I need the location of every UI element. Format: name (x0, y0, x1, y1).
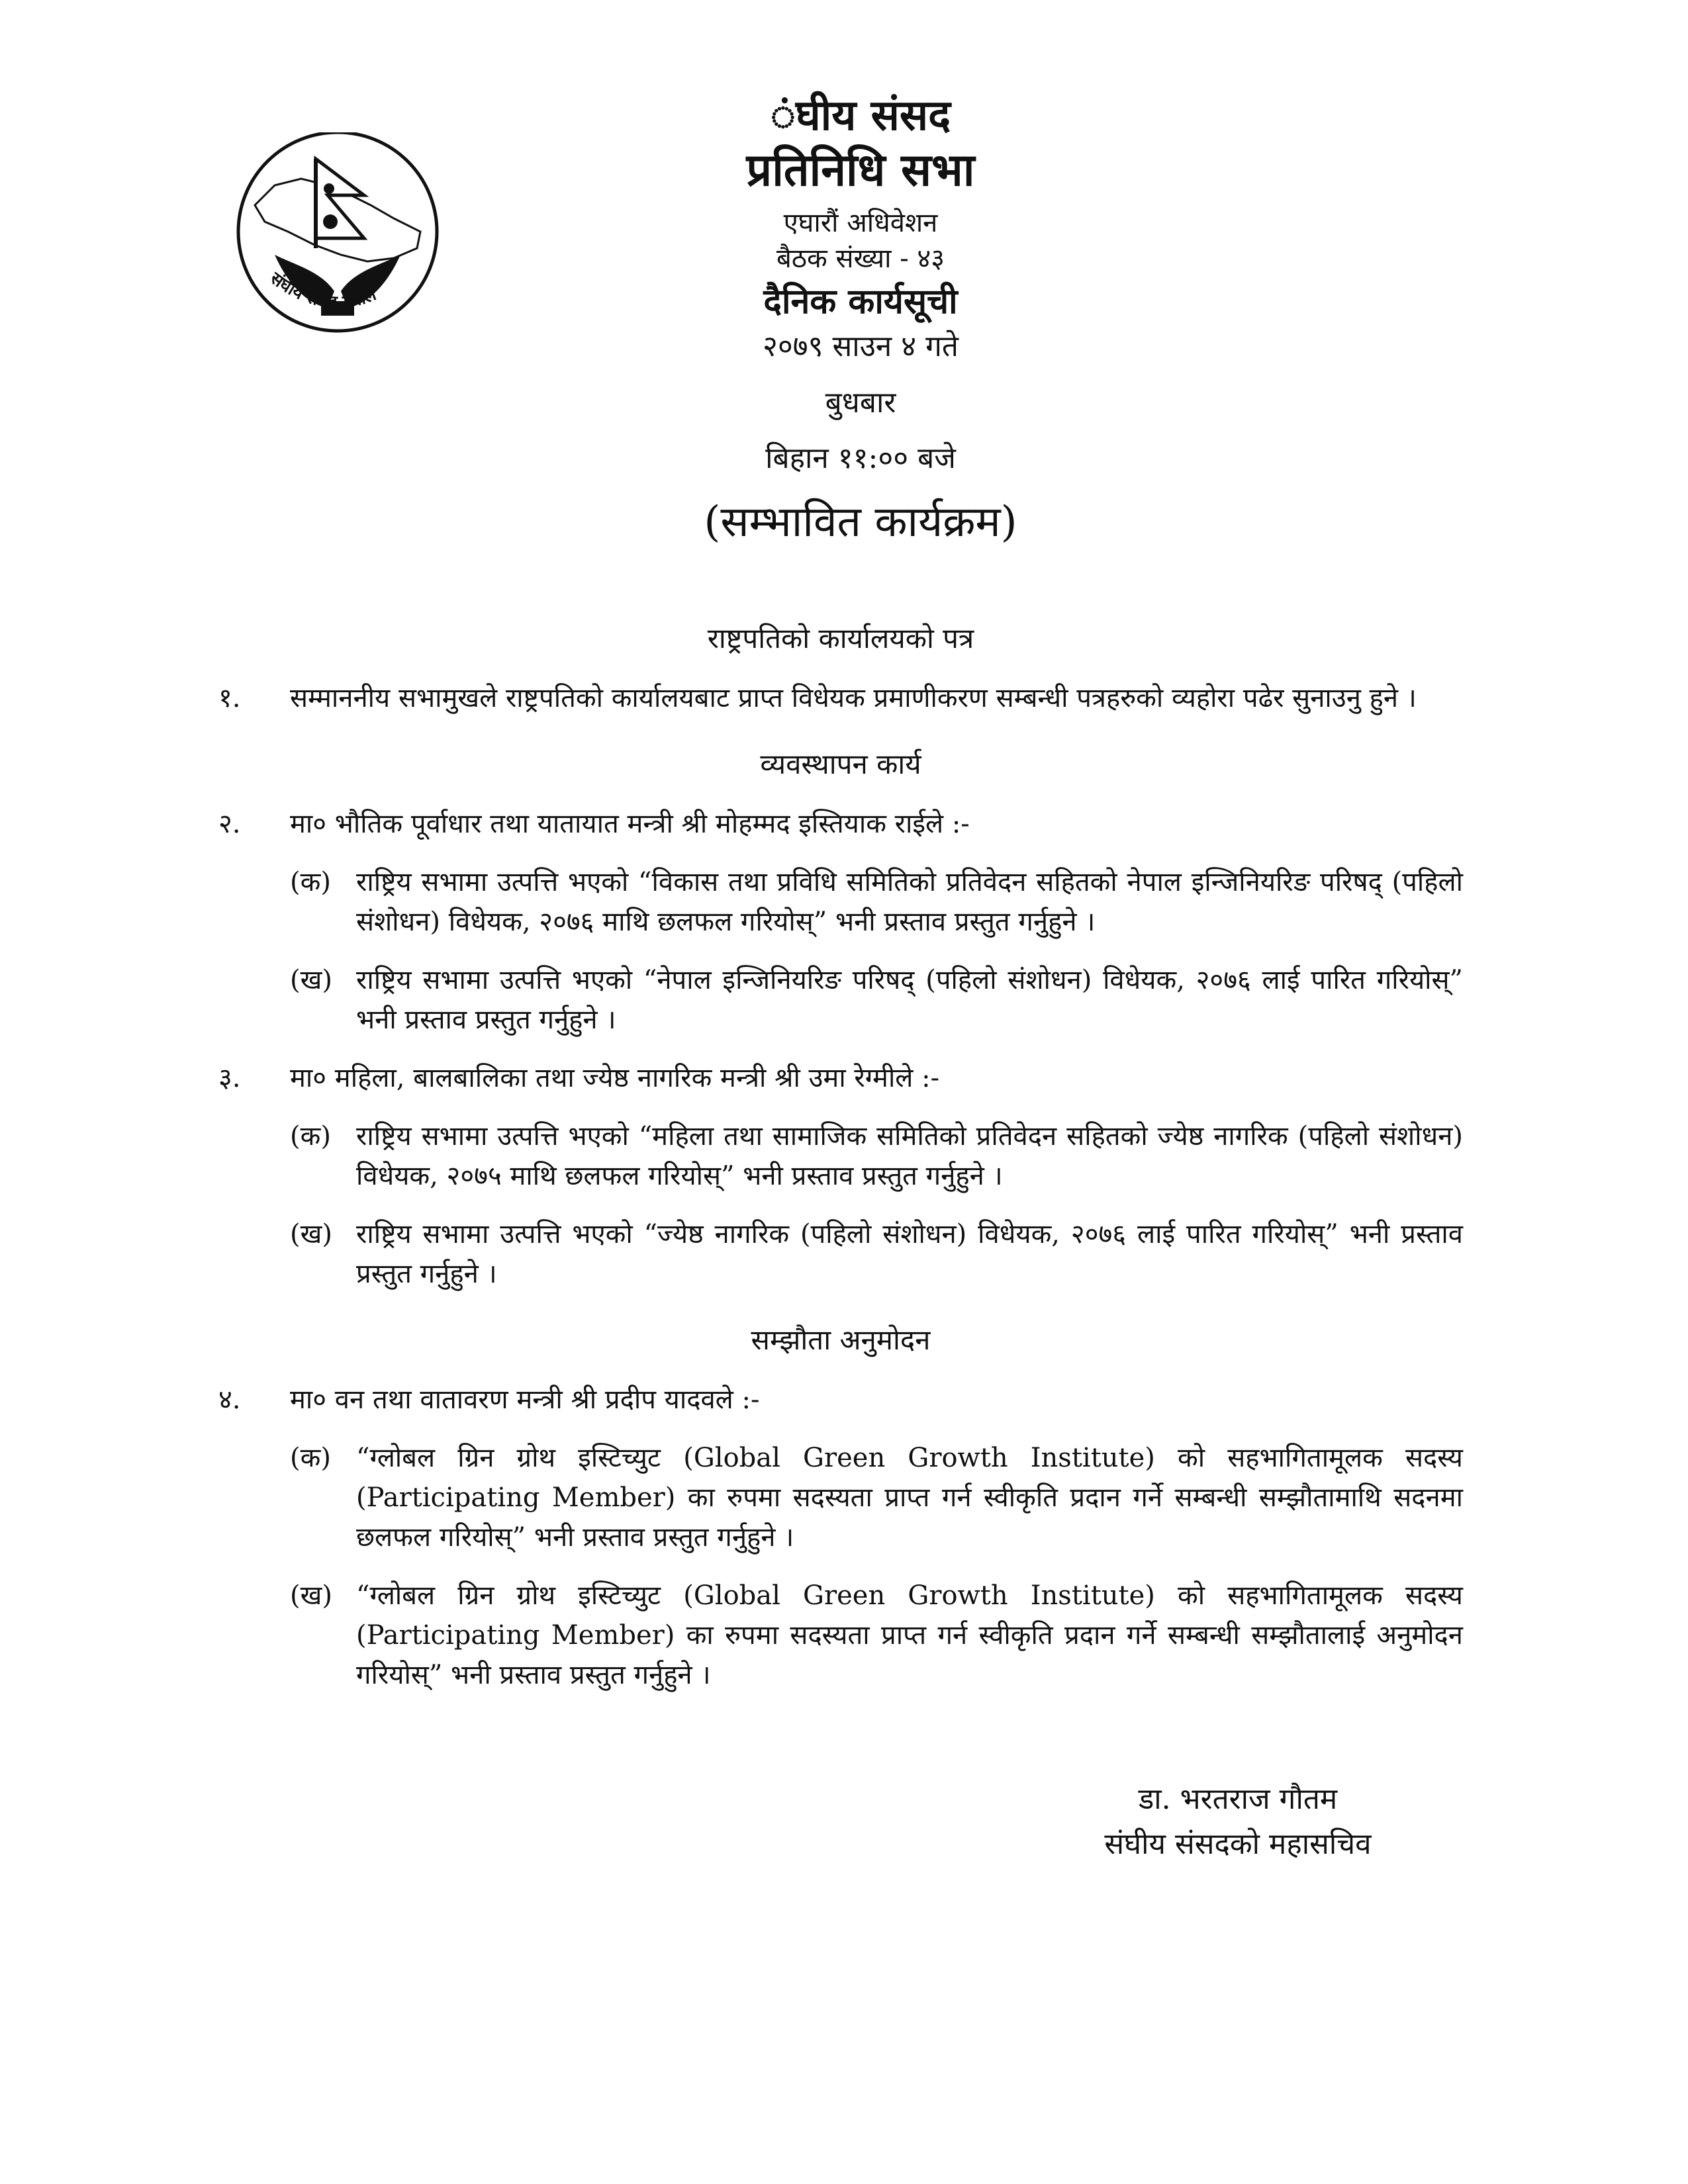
signature-block (1033, 1777, 1443, 1867)
agenda-body (218, 619, 1463, 1713)
item-text: मा० भौतिक पूर्वाधार तथा यातायात मन्त्री श्री मोहम्मद इस्तियाक राईले :- (290, 809, 970, 839)
signatory-title: संघीय संसदको महासचिव (1104, 1827, 1372, 1861)
subitem-text: राष्ट्रिय सभामा उत्पत्ति भएको “विकास तथा प्रविधि समितिको प्रतिवेदन सहितको नेपाल इन्जिनियरिङ परिषद् (पहिलो संशोधन) विधेयक, २०७६ माथि छलफल गरियोस्” भनी प्रस्ताव प्रस्तुत गर्नुहुने । (356, 867, 1463, 937)
section-heading-treaty-approval: सम्झौता अनुमोदन (751, 1324, 931, 1356)
item-number: २. (218, 809, 241, 839)
agenda-title: दैनिक कार्यसूची (763, 281, 958, 322)
document-header (530, 93, 1192, 545)
agenda-item (218, 804, 1463, 844)
agenda-item (218, 1380, 1463, 1420)
agenda-item (218, 1058, 1463, 1098)
agenda-item (218, 678, 1463, 718)
agenda-subitem (290, 960, 1463, 1040)
item-number: ४. (218, 1385, 241, 1415)
subitem-text: राष्ट्रिय सभामा उत्पत्ति भएको “ज्येष्ठ नागरिक (पहिलो संशोधन) विधेयक, २०७६ लाई पारित गरियोस्” भनी प्रस्ताव प्रस्तुत गर्नुहुने । (356, 1219, 1463, 1289)
subitem-label: (क) (290, 1121, 331, 1152)
session-label: एघारौं अधिवेशन (783, 208, 938, 239)
subitem-label: (ख) (290, 1580, 332, 1611)
item-number: ३. (218, 1063, 241, 1093)
agenda-subitem (290, 1116, 1463, 1196)
parliament-title: ंघीय संसद (770, 91, 951, 140)
subitem-text: “ग्लोबल ग्रिन ग्रोथ इस्टिच्युट (Global Green Growth Institute) को सहभागितामूलक सदस्य (Participating Member) का रुपमा सदस्यता प्राप्त गर्न स्वीकृति प्रदान गर्ने सम्बन्धी सम्झौतामाथि सदनमा छलफल गरियोस्” भनी प्रस्ताव प्रस्तुत गर्नुहुने । (356, 1443, 1463, 1553)
item-text: मा० महिला, बालबालिका तथा ज्येष्ठ नागरिक मन्त्री श्री उमा रेग्मीले :- (290, 1063, 940, 1093)
meeting-date: २०७९ साउन ४ गते (763, 330, 959, 364)
agenda-subitem (290, 1214, 1463, 1294)
signatory-name: डा. भरतराज गौतम (1138, 1782, 1338, 1816)
agenda-subitem (290, 862, 1463, 942)
agenda-subitem (290, 1438, 1463, 1557)
meeting-number: बैठक संख्या - ४३ (776, 244, 945, 275)
emblem-text: संघीय संसद नेपाल (266, 268, 379, 313)
section-heading-legislation: व्यवस्थापन कार्य (760, 748, 921, 780)
subitem-text: राष्ट्रिय सभामा उत्पत्ति भएको “महिला तथा सामाजिक समितिको प्रतिवेदन सहितको ज्येष्ठ नागरिक (पहिलो संशोधन) विधेयक, २०७५ माथि छलफल गरियोस्” भनी प्रस्ताव प्रस्तुत गर्नुहुने । (356, 1121, 1463, 1191)
program-title: (सम्भावित कार्यक्रम) (704, 497, 1017, 547)
nepal-parliament-emblem-icon (228, 132, 447, 351)
house-title: प्रतिनिधि सभा (746, 144, 975, 197)
subitem-label: (ख) (290, 1219, 332, 1250)
section-heading-president-letter: राष्ट्रपतिको कार्यालयको पत्र (707, 622, 974, 655)
subitem-label: (ख) (290, 965, 332, 995)
parliament-emblem-logo (228, 132, 447, 351)
agenda-subitem (290, 1576, 1463, 1695)
item-text: सम्माननीय सभामुखले राष्ट्रपतिको कार्यालयबाट प्राप्त विधेयक प्रमाणीकरण सम्बन्धी पत्रहरुको व्यहोरा पढेर सुनाउनु हुने । (290, 683, 1417, 713)
subitem-label: (क) (290, 867, 331, 897)
meeting-time: बिहान ११:०० बजे (765, 441, 956, 476)
subitem-text: राष्ट्रिय सभामा उत्पत्ति भएको “नेपाल इन्जिनियरिङ परिषद् (पहिलो संशोधन) विधेयक, २०७६ लाई पारित गरियोस्” भनी प्रस्ताव प्रस्तुत गर्नुहुने । (356, 965, 1463, 1035)
item-number: १. (218, 683, 241, 713)
subitem-text: “ग्लोबल ग्रिन ग्रोथ इस्टिच्युट (Global Green Growth Institute) को सहभागितामूलक सदस्य (Participating Member) का रुपमा सदस्यता प्राप्त गर्न स्वीकृति प्रदान गर्ने सम्बन्धी सम्झौतालाई अनुमोदन गरियोस्” भनी प्रस्ताव प्रस्तुत गर्नुहुने । (356, 1580, 1463, 1690)
subitem-label: (क) (290, 1443, 331, 1473)
meeting-day: बुधबार (825, 385, 896, 420)
item-text: मा० वन तथा वातावरण मन्त्री श्री प्रदीप यादवले :- (290, 1385, 760, 1415)
